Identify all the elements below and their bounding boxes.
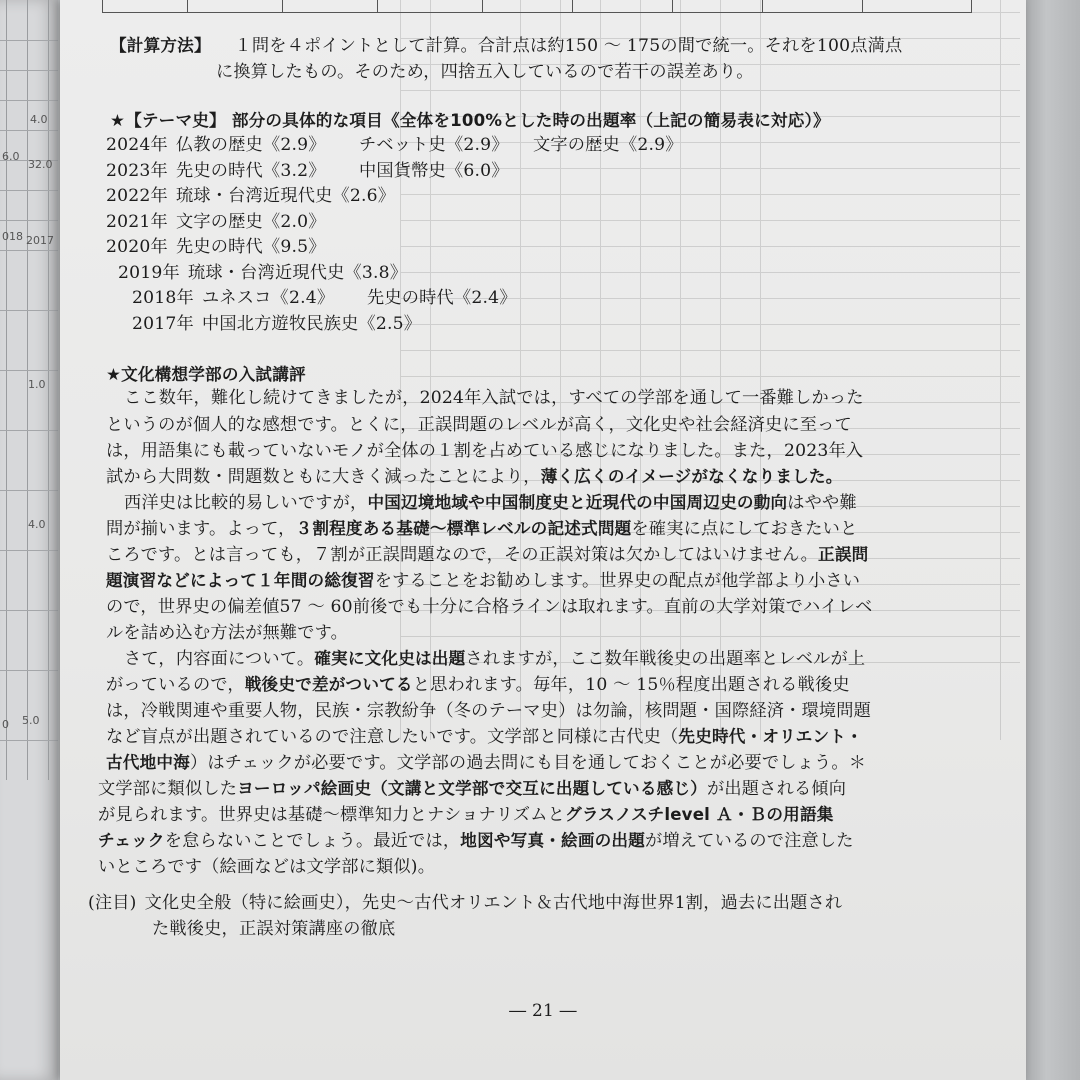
review-line: ルを詰め込む方法が無難です。 [106,623,349,643]
review-text: が増えているので注意した [645,831,854,851]
theme-item: 琉球・台湾近現代史《2.6》 [176,186,396,206]
review-line: は，用語集にも載っていないモノが全体の１割を占めている感じになりました。また，2023年入 [106,441,864,461]
adjacent-page-left [0,0,58,1080]
review-emphasis: 題演習などによって１年間の総復習 [106,571,375,590]
review-emphasis: 地図や写真・絵画の出題 [460,831,646,850]
review-text: 西洋史は比較的易しいですが， [124,493,368,513]
review-text: さて，内容面について。 [124,649,315,669]
review-line: ので，世界史の偏差値57 ～ 60前後でも十分に合格ラインは取れます。直前の大学対策でハイレベ [106,597,873,617]
theme-year: 2023年 [106,161,168,181]
review-text: を確実に点にしておきたいと [631,519,858,539]
note-line [88,890,842,916]
review-text: が見られます。世界史は基礎～標準知力とナショナリズムと [98,805,566,825]
review-line [106,750,866,776]
review-emphasis: ３割程度ある基礎～標準レベルの記述式問題 [295,519,632,538]
theme-item: 文字の歴史《2.0》 [176,212,326,232]
left-page-number: 32.0 [28,158,53,171]
theme-row [106,132,683,158]
review-emphasis: 戦後史で差がついてる [244,675,413,694]
review-text: がっているので， [106,675,245,695]
theme-item: 先史の時代《9.5》 [176,237,326,257]
review-line [124,646,865,672]
review-emphasis: グラスノスチlevel Ａ・Ｂの用語集 [565,805,834,824]
review-text: 試から大問数・問題数ともに大きく減ったことにより， [106,467,541,487]
review-line [106,568,860,594]
review-line [98,802,834,828]
review-text: 文学部に類似した [98,779,238,799]
review-line [106,724,863,750]
theme-year: 2020年 [106,237,168,257]
note-line: た戦後史，正誤対策講座の徹底 [152,919,396,939]
review-emphasis: 正誤問 [818,545,869,564]
review-emphasis: チェック [98,831,165,850]
theme-item: 文字の歴史《2.9》 [533,135,683,155]
review-text: が出題される傾向 [707,779,847,799]
review-line: は，冷戦関連や重要人物，民族・宗教紛争（冬のテーマ史）は勿論，核問題・国際経済・環境問題 [106,701,872,721]
theme-item: 先史の時代《2.4》 [367,288,517,308]
review-text: 問が揃います。よって， [106,519,296,539]
theme-year: 2022年 [106,186,168,206]
theme-item: 先史の時代《3.2》 [176,161,326,181]
theme-row [106,183,395,209]
left-page-number: 4.0 [30,113,48,126]
theme-item: 中国貨幣史《6.0》 [359,161,509,181]
left-page-number: 018 [2,230,23,243]
review-text: ころです。とは言っても，７割が正誤問題なので，その正誤対策は欠かしてはいけません。 [106,545,819,565]
review-text: をすることをお勧めします。世界史の配点が他学部より小さい [374,571,861,591]
left-page-number: 4.0 [28,518,46,531]
theme-item: 琉球・台湾近現代史《3.8》 [188,263,408,283]
review-line [106,464,843,490]
calc-method-label: 【計算方法】 [110,36,211,55]
review-heading: ★文化構想学部の入試講評 [106,365,306,384]
note-text: 文化史全般（特に絵画史），先史～古代オリエント＆古代地中海世界1割，過去に出題され [144,893,843,913]
review-emphasis: 古代地中海 [106,753,190,772]
review-emphasis: 確実に文化史は出題 [314,649,466,668]
review-emphasis: 薄く広くのイメージがなくなりました。 [540,467,843,486]
theme-history-heading: ★【テーマ史】 部分の具体的な項目《全体を100%とした時の出題率（上記の簡易表に対応）》 [110,111,830,130]
note-label: (注目) [88,893,137,913]
review-line: いところです（絵画などは文学部に類似)。 [98,857,436,877]
review-text: と思われます。毎年，10 ～ 15％程度出題される戦後史 [412,675,850,695]
review-line [106,672,850,698]
review-line: というのが個人的な感想です。とくに，正誤問題のレベルが高く，文化史や社会経済史に至って [106,415,852,435]
page-number: ― 21 ― [509,1001,577,1021]
theme-year: 2021年 [106,212,168,232]
calc-method-line: に換算したもの。そのため，四捨五入しているので若干の誤差あり。 [216,62,754,82]
theme-row [106,234,326,260]
review-line [98,828,854,854]
theme-row [106,209,326,235]
left-page-number: 0 [2,718,9,731]
table-remnant [102,0,972,13]
review-line [106,516,857,542]
review-line [106,542,868,568]
theme-year: 2017年 [132,314,194,334]
review-line: ここ数年，難化し続けてきましたが，2024年入試では，すべての学部を通して一番難しかった [124,388,864,408]
left-page-number: 5.0 [22,714,40,727]
review-emphasis: 先史時代・オリエント・ [678,727,863,746]
theme-row [106,158,509,184]
theme-year: 2018年 [132,288,194,308]
left-page-number: 1.0 [28,378,46,391]
review-text: など盲点が出題されているので注意したいです。文学部と同様に古代史（ [106,727,679,747]
review-line [124,490,857,516]
review-text: を怠らないことでしょう。最近では， [164,831,461,851]
theme-row [132,311,421,337]
theme-row [118,260,407,286]
theme-year: 2024年 [106,135,168,155]
theme-item: ユネスコ《2.4》 [202,288,335,308]
theme-year: 2019年 [118,263,180,283]
document-page [60,0,1026,1080]
theme-item: 中国北方遊牧民族史《2.5》 [202,314,422,334]
theme-item: チベット史《2.9》 [359,135,509,155]
review-text: されますが，ここ数年戦後史の出題率とレベルが上 [465,649,866,669]
review-line [98,776,846,802]
review-text: ）はチェックが必要です。文学部の過去問にも目を通しておくことが必要でしょう。＊ [189,753,867,773]
theme-row [132,285,517,311]
left-page-number: 2017 [26,234,54,247]
theme-item: 仏教の歴史《2.9》 [176,135,326,155]
review-emphasis: 中国辺境地域や中国制度史と近現代の中国周辺史の動向 [367,493,788,512]
review-text: はやや難 [787,493,857,513]
review-emphasis: ヨーロッパ絵画史（文講と文学部で交互に出題している感じ） [237,779,708,798]
calc-method-line: １問を４ポイントとして計算。合計点は約150 ～ 175の間で統一。それを100点満点 [234,36,903,56]
background-edge [1024,0,1080,1080]
left-page-number: 6.0 [2,150,20,163]
